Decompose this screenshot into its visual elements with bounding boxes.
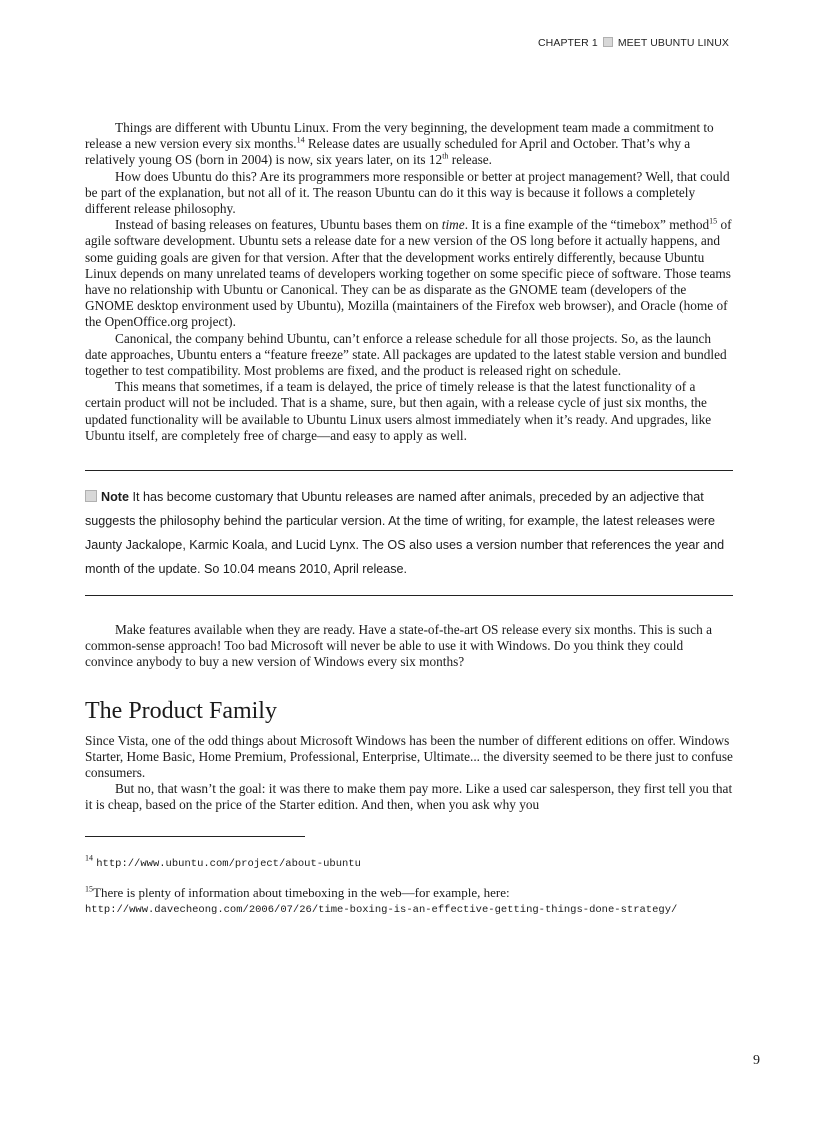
separator-box-icon xyxy=(603,37,613,47)
note-label: Note xyxy=(101,490,129,505)
footnote-ref-14[interactable]: 14 xyxy=(296,135,305,145)
footnote-15: $^{15}$There is plenty of information about timeboxing in the web—for example, here: http://www.davecheong.com/2006/07/26/time-boxing-is-an-effective-getting-things-done-strategy/ xyxy=(85,884,678,916)
section-paragraph-2: But no, that wasn’t the goal: it was there to make them pay more. Like a used car salesperson, they first tell you that it is cheap, based on the price of the Starter edition. And then, when you ask why you xyxy=(85,781,733,813)
page-number: 9 xyxy=(753,1053,760,1068)
note-text: It has become customary that Ubuntu releases are named after animals, preceded by an adjective that suggests the philosophy behind the particular version. At the time of writing, for example, the latest releases were Jaunty Jackalope, Karmic Koala, and Lucid Lynx. The OS also uses a version number that references the year and month of the update. So 10.04 means 2010, April release. xyxy=(85,490,725,577)
footnote-14-link[interactable]: http://www.ubuntu.com/project/about-ubuntu xyxy=(96,857,361,870)
note-box-icon xyxy=(85,490,97,502)
paragraph-5: This means that sometimes, if a team is delayed, the price of timely release is that the latest functionality of a certain product will not be included. That is a shame, sure, but then again, with a release cycle of just six months, the updated functionality will be available to Ubuntu Linux users almost immediately when it’s ready. And upgrades, like Ubuntu itself, are completely free of charge—and easy to apply as well. xyxy=(85,379,712,443)
paragraph-after-note: Make features available when they are ready. Have a state-of-the-art OS release every six months. This is such a common-sense approach! Too bad Microsoft will never be able to use it with Windows. Do you think they could convince anybody to buy a new version of Windows every six months? xyxy=(85,622,713,670)
paragraph-3: Instead of basing releases on features, Ubuntu bases them on time. It is a fine example of the “timebox” method$^{15}$ of agile software development. Ubuntu sets a release date for a new version of the OS long before it actually happens, and some guiding goals are given for that version. After that the development works entirely differently, because Ubuntu Linux depends on many unrelated teams of developers working together on some specific piece of software. Those teams have no relationship with Ubuntu or Canonical. They can be as disparate as the GNOME team (developers of the GNOME desktop environment used by Ubuntu), Mozilla (maintainers of the Firefox web browser), and Oracle (home of the OpenOffice.org project). xyxy=(85,216,732,330)
paragraph-2: How does Ubuntu do this? Are its programmers more responsible or better at project management? Well, that could be part of the explanation, but not all of it. The reason Ubuntu can do it this way is because it follows a completely different release philosophy. xyxy=(85,168,730,217)
paragraph-4: Canonical, the company behind Ubuntu, can’t enforce a release schedule for all those projects. So, as the launch date approaches, Ubuntu enters a “feature freeze” state. All packages are updated to the latest stable version and bundled together to test compatibility. Most problems are fixed, and the product is released right on schedule. xyxy=(85,330,727,379)
running-head xyxy=(538,37,729,49)
chapter-title: MEET UBUNTU LINUX xyxy=(617,37,729,49)
page-body xyxy=(85,120,733,918)
paragraph-1: Things are different with Ubuntu Linux. From the very beginning, the development team made a commitment to release a new version every six months.$^{14}$ Release dates are usually scheduled for April and October. That’s why a relatively young OS (born in 2004) is now, six years later, on its 12th release. xyxy=(85,120,714,168)
footnote-14: $^{14}$ http://www.ubuntu.com/project/about-ubuntu xyxy=(85,853,361,870)
note-box xyxy=(85,471,733,595)
section-paragraph-1: Since Vista, one of the odd things about Microsoft Windows has been the number of different editions on offer. Windows Starter, Home Basic, Home Premium, Professional, Enterprise, Ultimate... the diversity seemed to be there just to confuse consumers. xyxy=(85,732,733,781)
chapter-label: CHAPTER 1 xyxy=(537,37,598,49)
section-heading: The Product Family xyxy=(85,697,277,724)
footnote-15-link[interactable]: http://www.davecheong.com/2006/07/26/time-boxing-is-an-effective-getting-things-done-strategy/ xyxy=(85,903,678,916)
footnote-ref-15[interactable]: 15 xyxy=(709,216,718,226)
